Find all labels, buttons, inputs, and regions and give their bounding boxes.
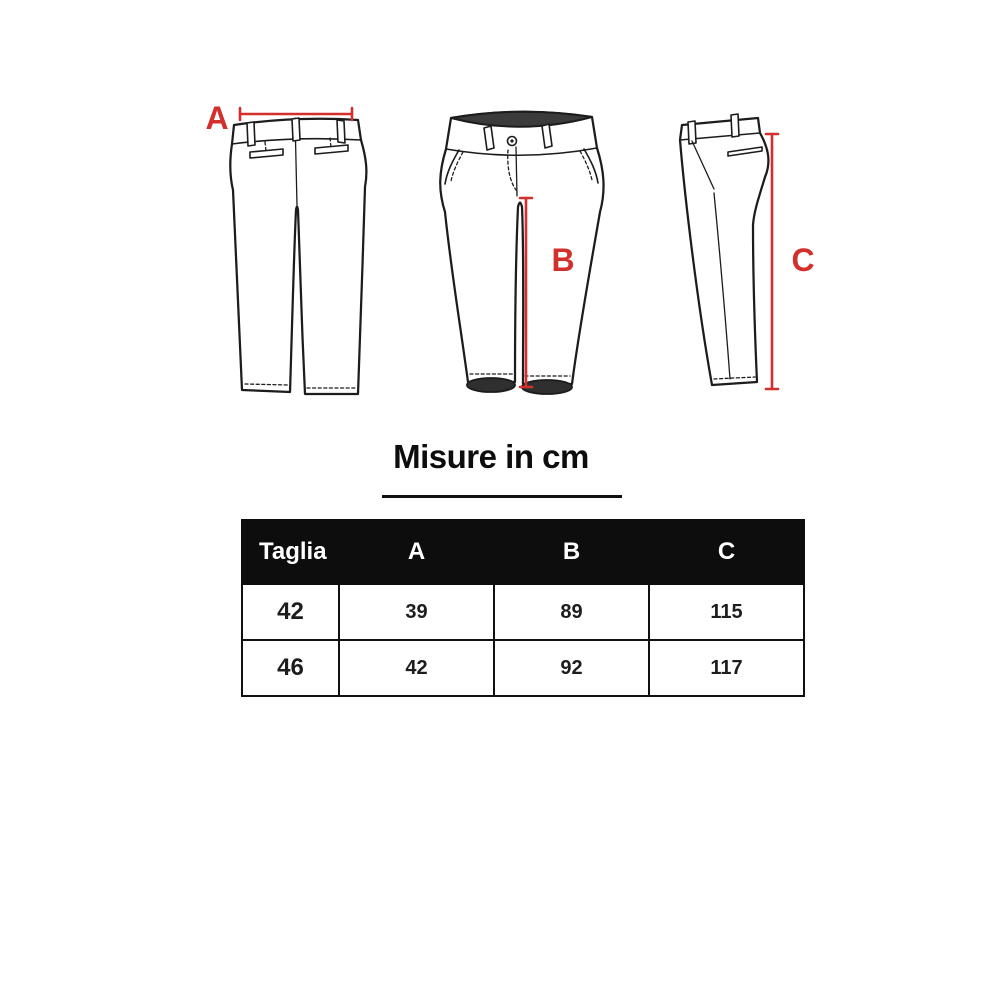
value-cell: 39: [339, 584, 494, 640]
table-row: [242, 640, 804, 696]
belt-loop: [292, 118, 300, 141]
table-header-row: [242, 520, 804, 584]
pants-back-view-svg: [195, 95, 375, 405]
measure-label-c: C: [791, 241, 815, 278]
size-table: [241, 519, 805, 697]
pants-side-outline: [680, 118, 768, 385]
page-title: Misure in cm: [393, 438, 589, 475]
waist-button-hole: [510, 139, 513, 142]
size-cell: 46: [242, 640, 339, 696]
table-row: [242, 584, 804, 640]
belt-loop: [337, 120, 345, 143]
value-cell: 92: [494, 640, 649, 696]
pants-back-view-drawing: [195, 95, 375, 405]
value-cell: 117: [649, 640, 804, 696]
measure-label-b: B: [551, 241, 575, 278]
pants-front-view-drawing: [435, 100, 615, 410]
value-cell: 89: [494, 584, 649, 640]
table-header-c: C: [649, 520, 804, 584]
value-cell: 42: [339, 640, 494, 696]
size-cell: 42: [242, 584, 339, 640]
table-header-taglia: Taglia: [242, 520, 339, 584]
value-cell: 115: [649, 584, 804, 640]
belt-loop: [731, 114, 739, 137]
measure-label-a: A: [205, 99, 229, 136]
belt-loop: [247, 122, 255, 146]
table-header-b: B: [494, 520, 649, 584]
table-header-a: A: [339, 520, 494, 584]
pants-back-outline: [230, 119, 366, 394]
title-underline: [382, 495, 622, 498]
hem-opening-left: [467, 378, 515, 392]
pants-front-view-svg: [435, 100, 615, 410]
